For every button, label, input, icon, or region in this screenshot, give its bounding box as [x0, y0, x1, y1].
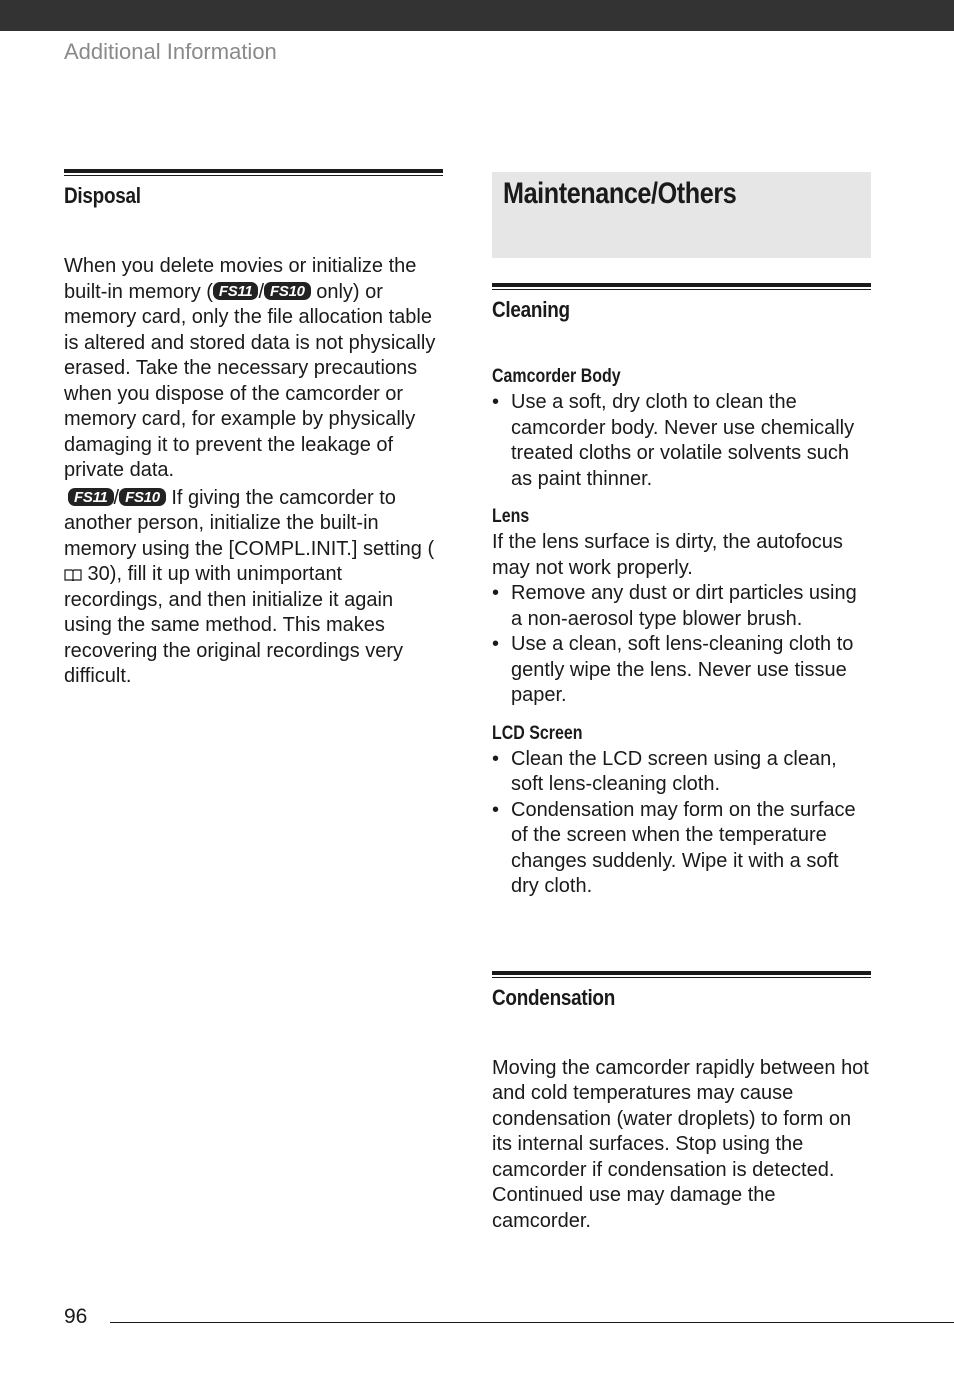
fs11-model-badge: FS11	[68, 488, 114, 506]
heading-rule-thick	[492, 283, 871, 287]
disposal-heading-block	[64, 169, 443, 209]
badge-separator: /	[258, 280, 265, 303]
disposal-text: When you delete movies or initialize the built-in memory (	[64, 255, 417, 303]
lcd-screen-section	[492, 723, 871, 900]
lens-section	[492, 506, 871, 709]
disposal-text: If giving the camcorder to another person, initialize the built-in memory using the [COMPL.INIT.] setting (	[64, 486, 435, 560]
heading-rule-thick	[492, 971, 871, 975]
heading-rule-thin	[492, 977, 871, 978]
fs10-model-badge: FS10	[264, 282, 311, 300]
footer-rule	[110, 1322, 954, 1323]
list-item: • Remove any dust or dirt particles using a non-aerosol type blower brush.	[492, 581, 871, 632]
lens-subhead: Lens	[492, 506, 530, 527]
cleaning-heading-block	[492, 283, 871, 323]
page-number: 96	[64, 1305, 88, 1328]
camcorder-body-subhead: Camcorder Body	[492, 366, 621, 387]
condensation-heading: Condensation	[492, 984, 616, 1010]
heading-rule-thick	[64, 169, 443, 173]
list-item: • Use a clean, soft lens-cleaning cloth to gently wipe the lens. Never use tissue paper.	[492, 632, 871, 709]
disposal-paragraph-1	[64, 254, 443, 484]
badge-separator: /	[113, 486, 120, 509]
chapter-title-box	[492, 172, 871, 258]
chapter-title: Maintenance/Others	[503, 177, 737, 210]
cleaning-heading: Cleaning	[492, 297, 570, 322]
heading-rule-thin	[492, 289, 871, 290]
disposal-text: 30), fill it up with unimportant recordings, and then initialize it again using the same method. This makes recovering the original recordings very difficult.	[64, 563, 404, 687]
lens-list	[492, 581, 871, 709]
fs10-model-badge: FS10	[119, 488, 166, 506]
disposal-section	[64, 169, 443, 690]
list-item: • Clean the LCD screen using a clean, soft lens-cleaning cloth.	[492, 747, 871, 798]
list-item: • Use a soft, dry cloth to clean the camcorder body. Never use chemically treated cloths or volatile solvents such as paint thinner.	[492, 390, 871, 492]
list-item: • Condensation may form on the surface of the screen when the temperature changes suddenly. Wipe it with a soft dry cloth.	[492, 798, 871, 900]
book-reference-icon	[64, 568, 82, 581]
fs11-model-badge: FS11	[213, 282, 259, 300]
disposal-heading: Disposal	[64, 183, 141, 208]
camcorder-body-list	[492, 390, 871, 492]
disposal-text: only) or memory card, only the file allocation table is altered and stored data is not physically erased. Take the necessary precautions when you dispose of the camcorder or memory card, for example by physically damaging it to prevent the leakage of private data.	[64, 280, 436, 481]
condensation-paragraph: Moving the camcorder rapidly between hot and cold temperatures may cause condensation (water droplets) to form on its internal surfaces. Stop using the camcorder if condensation is detected. Continued use may damage the camcorder.	[492, 1056, 869, 1232]
disposal-paragraph-2	[64, 486, 443, 690]
lcd-screen-list	[492, 747, 871, 900]
heading-rule-thin	[64, 175, 443, 176]
condensation-heading-block	[492, 971, 871, 1011]
section-label: Additional Information	[64, 39, 277, 64]
maintenance-column	[492, 172, 871, 1234]
camcorder-body-section	[492, 366, 871, 492]
lens-intro: If the lens surface is dirty, the autofocus may not work properly.	[492, 531, 843, 579]
top-bar	[0, 0, 954, 31]
lcd-screen-subhead: LCD Screen	[492, 722, 583, 744]
